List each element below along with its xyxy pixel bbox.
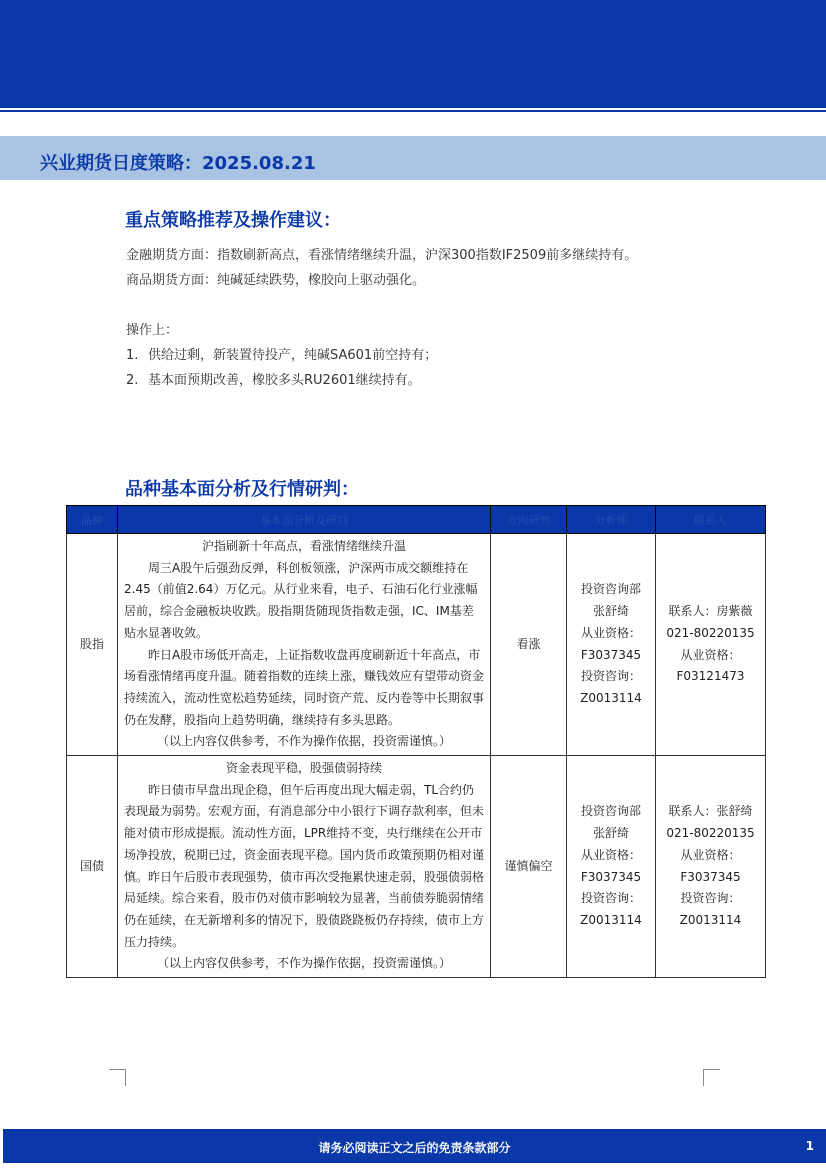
item-text: 基本面预期改善，橡胶多头RU2601继续持有。: [148, 373, 421, 388]
variety-cell: 股指: [67, 534, 118, 756]
analyst-line: Z0013114: [580, 912, 642, 927]
column-header: 基本面分析及研判: [118, 506, 491, 534]
variety-cell: 国债: [67, 756, 118, 978]
finance-strategy: 金融期货方面：指数刷新高点，看涨情绪继续升温，沪深300指数IF2509前多继续持有。: [126, 248, 638, 263]
disclaimer-note: （以上内容仅供参考，不作为操作依据，投资需谨慎。）: [156, 734, 451, 749]
report-title: 兴业期货日度策略：2025.08.21: [40, 153, 316, 174]
contact-line: 021-80220135: [666, 826, 755, 841]
contact-line: 021-80220135: [666, 625, 755, 640]
item-number: 1.: [126, 348, 139, 363]
analyst-line: 张舒绮: [592, 826, 629, 841]
analyst-line: 投资咨询：: [580, 669, 641, 684]
analyst-line: F3037345: [580, 869, 642, 884]
column-header: 方向研判: [491, 506, 567, 534]
analysis-table: [66, 505, 766, 978]
contact-line: 联系人：房紫薇: [668, 604, 753, 619]
operation-item: [126, 369, 421, 388]
column-header: 分析师: [567, 506, 656, 534]
table-header-row: [67, 506, 766, 534]
contact-line: F3037345: [680, 869, 741, 884]
analysis-paragraph: 周三A股午后强劲反弹，科创板领涨，沪深两市成交额维持在2.45（前值2.64）万亿元。从行业来看，电子、石油石化行业涨幅居前，综合金融板块收跌。股指期货随现货指数走强，IC、IM基差贴水显著收敛。: [124, 560, 478, 640]
footer-disclaimer: 请务必阅读正文之后的免责条款部分: [318, 1141, 511, 1155]
contact-line: 从业资格：: [680, 647, 741, 662]
item-text: 供给过剩，新装置待投产，纯碱SA601前空持有；: [148, 348, 438, 363]
direction-cell: 谨慎偏空: [491, 756, 567, 978]
disclaimer-note: （以上内容仅供参考，不作为操作依据，投资需谨慎。）: [156, 956, 451, 971]
footer-bar: [3, 1129, 826, 1163]
analyst-line: 从业资格：: [580, 625, 641, 640]
analyst-line: Z0013114: [580, 690, 642, 705]
contact-line: 联系人：张舒绮: [668, 804, 753, 819]
analyst-cell: [567, 534, 656, 756]
contact-line: 投资咨询：: [680, 891, 741, 906]
analysis-paragraph: 昨日A股市场低开高走，上证指数收盘再度刷新近十年高点，市场看涨情绪再度升温。随着指数的连续上涨，赚钱效应有望带动资金持续流入，流动性宽松趋势延续，同时资产荒、反内卷等中长期叙事仍在发酵，股指向上趋势明确，继续持有多头思路。: [124, 647, 485, 727]
analysis-headline: 资金表现平稳，股强债弱持续: [225, 761, 382, 776]
crop-mark: [703, 1069, 720, 1086]
contact-line: Z0013114: [679, 912, 742, 927]
commodity-strategy: 商品期货方面：纯碱延续跌势，橡胶向上驱动强化。: [126, 273, 426, 288]
item-number: 2.: [126, 373, 139, 388]
top-banner: [0, 0, 826, 108]
table-row: [67, 756, 766, 978]
strategy-heading: 重点策略推荐及操作建议：: [125, 210, 341, 231]
contact-cell: [656, 756, 766, 978]
analyst-line: F3037345: [580, 647, 642, 662]
analysis-headline: 沪指刷新十年高点，看涨情绪继续升温: [201, 539, 406, 553]
analysis-heading: 品种基本面分析及行情研判：: [125, 479, 359, 500]
operation-item: [126, 344, 437, 363]
direction-cell: 看涨: [491, 534, 567, 756]
analyst-line: 投资咨询部: [580, 582, 641, 597]
analyst-line: 投资咨询部: [580, 804, 641, 819]
table-row: [67, 534, 766, 756]
column-header: 联系人: [656, 506, 766, 534]
analyst-cell: [567, 756, 656, 978]
analysis-cell: [118, 534, 491, 756]
analysis-cell: [118, 756, 491, 978]
contact-cell: [656, 534, 766, 756]
page-number: 1: [805, 1139, 814, 1153]
contact-line: 从业资格：: [680, 847, 741, 862]
analyst-line: 投资咨询：: [580, 891, 641, 906]
analyst-line: 张舒绮: [592, 604, 629, 619]
column-header: 品种: [67, 506, 118, 534]
crop-mark: [109, 1069, 126, 1086]
top-banner-divider: [0, 110, 826, 112]
analysis-paragraph: 昨日债市早盘出现企稳，但午后再度出现大幅走弱，TL合约仍表现最为弱势。宏观方面，有消息部分中小银行下调存款利率，但未能对债市形成提振。流动性方面，LPR维持不变，央行继续在公开市场净投放，税期已过，资金面表现平稳。国内货币政策预期仍相对谨慎。昨日午后股市表现强势，债市再次受拖累快速走弱，股强债弱格局延续。综合来看，股市仍对债市影响较为显著，当前债券脆弱情绪仍在延续，在无新增利多的情况下，股债跷跷板仍存持续，债市上方压力持续。: [124, 782, 485, 949]
contact-line: F03121473: [676, 669, 745, 684]
operation-label: 操作上：: [126, 323, 179, 338]
title-bar: [0, 136, 826, 180]
analyst-line: 从业资格：: [580, 847, 641, 862]
